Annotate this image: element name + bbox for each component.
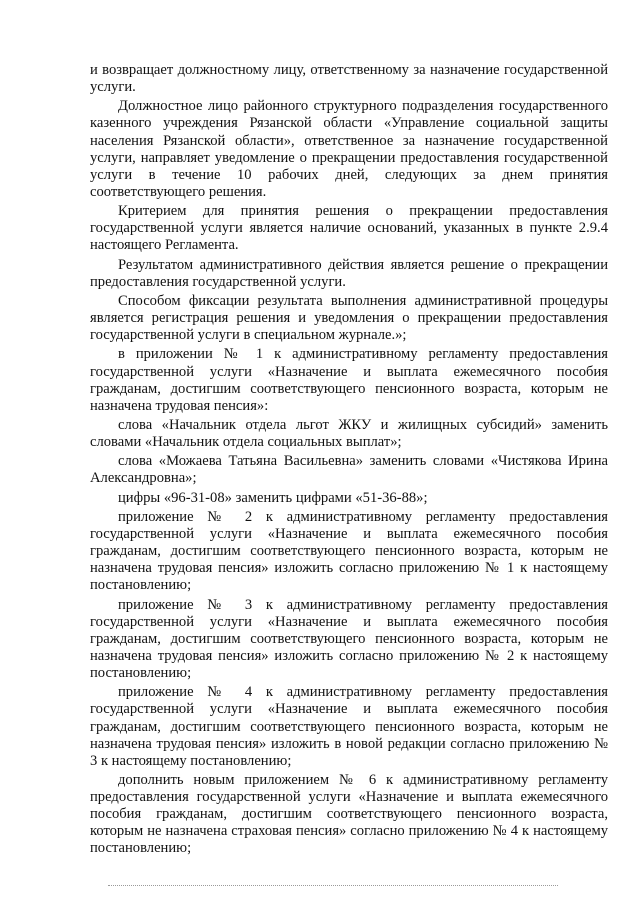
paragraph-appendix-3: приложение № 3 к административному регламенту предоставления государственной услуги «Назначение и выплата ежемесячного пособия гражданам, достигшим соответствующего пенсионного возраста, которым не назначена трудовая пенсия» изложить согласно приложению № 2 к настоящему постановлению; — [90, 596, 608, 682]
paragraph-replace-head-title: слова «Начальник отдела льгот ЖКУ и жилищных субсидий» заменить словами «Начальник отдела социальных выплат»; — [90, 417, 608, 451]
paragraph-appendix-1-amendment: в приложении № 1 к административному регламенту предоставления государственной услуги «Назначение и выплата ежемесячного пособия гражданам, достигшим соответствующего пенсионного возраста, которым не назначена трудовая пенсия»: — [90, 346, 608, 414]
paragraph-decision-criterion: Критерием для принятия решения о прекращении предоставления государственной услуги является наличие оснований, указанных в пункте 2.9.4 настоящего Регламента. — [90, 203, 608, 254]
paragraph-continuation: и возвращает должностному лицу, ответственному за назначение государственной услуги. — [90, 62, 608, 96]
paragraph-action-result: Результатом административного действия является решение о прекращении предоставления государственной услуги. — [90, 256, 608, 290]
paragraph-recording-method: Способом фиксации результата выполнения административной процедуры является регистрация решения и уведомления о прекращении предоставления государственной услуги в специальном журнале.»; — [90, 292, 608, 344]
paragraph-responsible-official: Должностное лицо районного структурного подразделения государственного казенного учреждения Рязанской области «Управление социальной защиты населения Рязанской области», ответственное за назначение государственной услуги, направляет уведомление о прекращении предоставления государственной услуги в течение 10 рабочих дней, следующих за днем принятия соответствующего решения. — [90, 98, 608, 200]
paragraph-replace-phone: цифры «96-31-08» заменить цифрами «51-36-88»; — [118, 489, 428, 506]
paragraph-new-appendix-6: дополнить новым приложением № 6 к административному регламенту предоставления государственной услуги «Назначение и выплата ежемесячного пособия гражданам, достигшим соответствующего пенсионного возраста, которым не назначена страховая пенсия» согласно приложению № 4 к настоящему постановлению; — [90, 772, 608, 857]
paragraph-replace-name: слова «Можаева Татьяна Васильевна» заменить словами «Чистякова Ирина Александровна»; — [90, 453, 608, 487]
paragraph-appendix-4: приложение № 4 к административному регламенту предоставления государственной услуги «Назначение и выплата ежемесячного пособия гражданам, достигшим соответствующего пенсионного возраста, которым не назначена трудовая пенсия» изложить в новой редакции согласно приложению № 3 к настоящему постановлению; — [90, 684, 608, 769]
paragraph-appendix-2: приложение № 2 к административному регламенту предоставления государственной услуги «Назначение и выплата ежемесячного пособия гражданам, достигшим соответствующего пенсионного возраста, которым не назначена трудовая пенсия» изложить согласно приложению № 1 к настоящему постановлению; — [90, 509, 608, 594]
page-bottom-rule — [108, 885, 558, 886]
document-body — [90, 62, 608, 860]
